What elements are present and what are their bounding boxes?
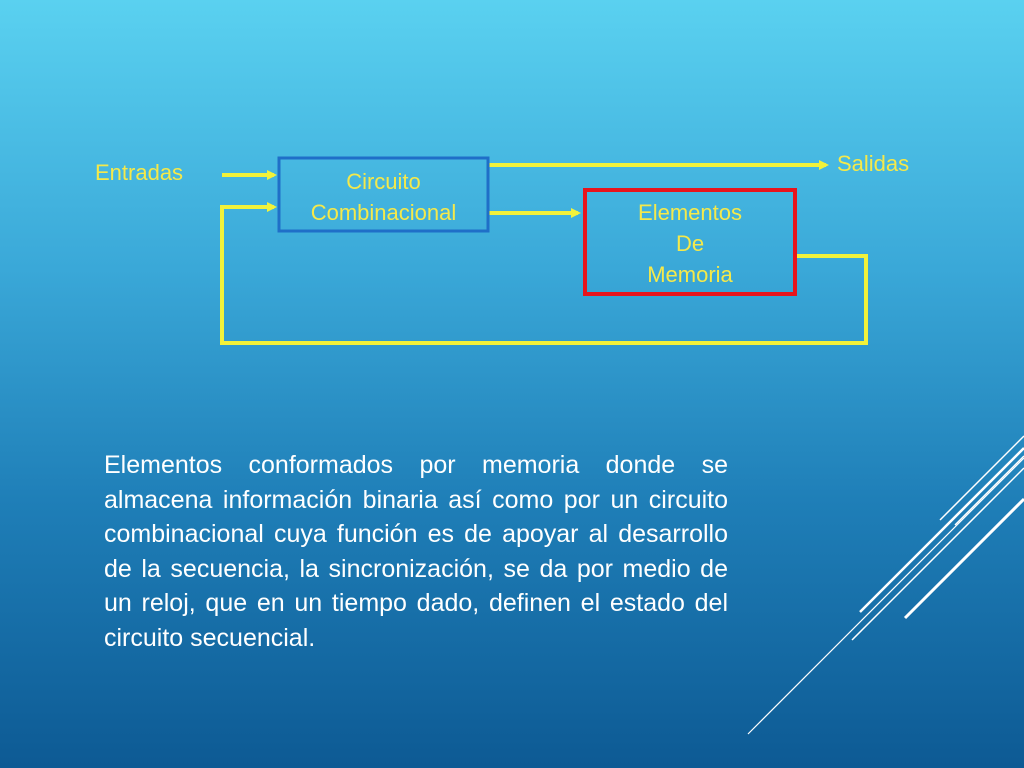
decorative-lines: [748, 436, 1024, 734]
memory-box-text: [585, 197, 795, 290]
inputs-label: Entradas: [95, 160, 184, 185]
memory-box-line: Elementos: [638, 200, 742, 225]
memory-box-line: Memoria: [647, 262, 733, 287]
combinational-box-text: [279, 166, 488, 228]
description-paragraph: Elementos conformados por memoria donde se almacena información binaria así como por un circuito combinacional cuya función es de apoyar al desarrollo de la secuencia, la sincronización, se da por medio de un reloj, que en un tiempo dado, definen el estado del circuito secuencial.: [104, 451, 728, 652]
memory-box-line: De: [675, 231, 705, 256]
outputs-label: Salidas: [837, 151, 910, 176]
combinational-box-line: Combinacional: [310, 200, 457, 225]
combinational-box-line: Circuito: [346, 169, 421, 194]
